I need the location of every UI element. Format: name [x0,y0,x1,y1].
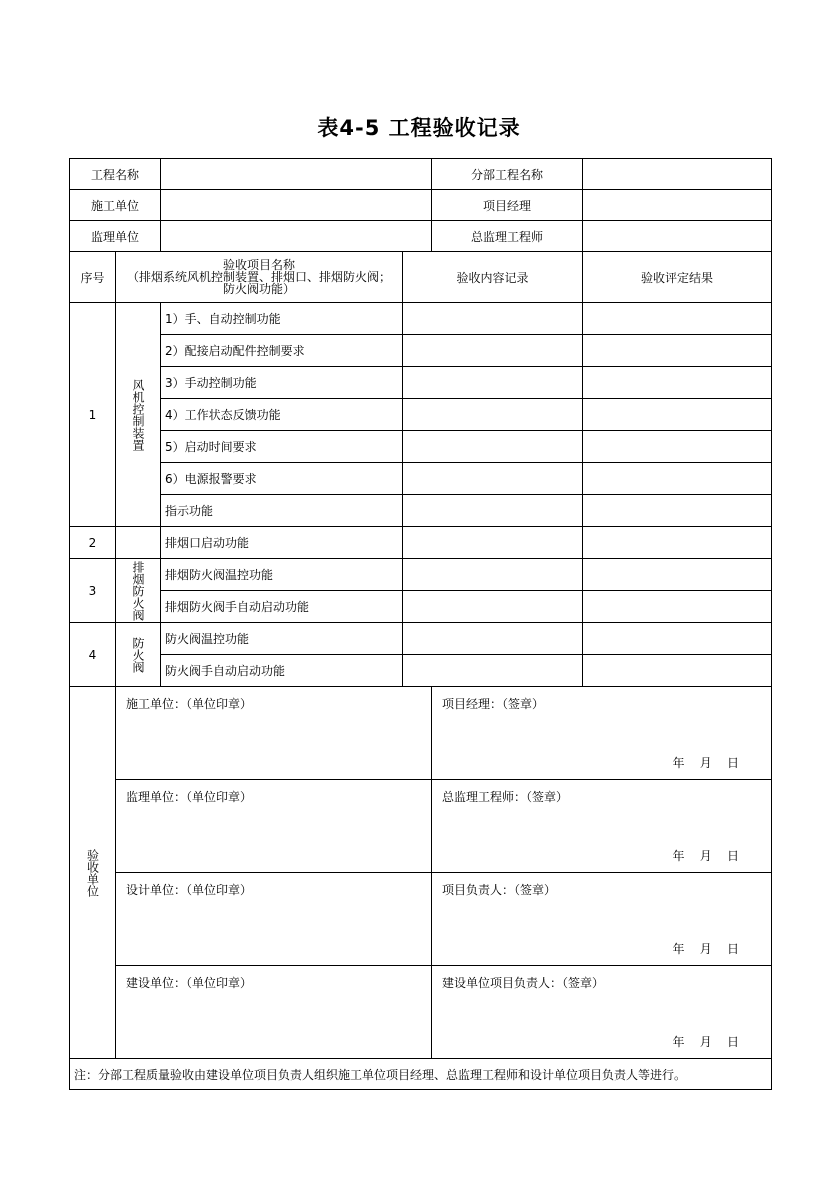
result-cell[interactable] [583,399,772,431]
page-title: 表4-5 工程验收记录 [317,116,521,140]
item-label: 3）手动控制功能 [161,367,403,399]
project-name-value[interactable] [161,159,432,190]
construction-unit-value[interactable] [161,190,432,221]
category-label: 防火阀 [131,636,145,673]
record-cell[interactable] [403,303,583,335]
record-cell[interactable] [403,399,583,431]
item-label: 排烟口启动功能 [161,527,403,559]
sub-project-label: 分部工程名称 [432,159,583,190]
category-cell [116,527,161,559]
table-row [70,559,772,591]
record-header: 验收内容记录 [403,252,583,303]
result-cell[interactable] [583,367,772,399]
result-cell[interactable] [583,463,772,495]
chief-engineer-value[interactable] [583,221,772,252]
signature-label: 建设单位项目负责人：（签章） [442,976,605,990]
item-label: 排烟防火阀手自动启动功能 [161,591,403,623]
table-row [70,591,772,623]
date-label: 年 月 日 [672,756,740,770]
project-manager-label: 项目经理 [432,190,583,221]
seq-cell: 1 [70,303,116,527]
construction-unit-label: 施工单位 [70,190,161,221]
item-label: 6）电源报警要求 [161,463,403,495]
category-label: 风机控制装置 [131,378,145,451]
acceptance-units-cell [70,687,116,1059]
table-row [70,431,772,463]
seal-cell[interactable] [116,780,432,873]
table-row [70,527,772,559]
record-cell[interactable] [403,367,583,399]
seal-cell[interactable] [116,966,432,1059]
category-cell [116,623,161,687]
signature-cell[interactable] [432,780,772,873]
item-label: 排烟防火阀温控功能 [161,559,403,591]
table-row [70,367,772,399]
item-label: 1）手、自动控制功能 [161,303,403,335]
date-label: 年 月 日 [672,942,740,956]
record-cell[interactable] [403,559,583,591]
result-cell[interactable] [583,623,772,655]
record-cell[interactable] [403,495,583,527]
result-header: 验收评定结果 [583,252,772,303]
seq-header: 序号 [70,252,116,303]
item-label: 5）启动时间要求 [161,431,403,463]
table-row [70,303,772,335]
result-cell[interactable] [583,591,772,623]
table-row [70,399,772,431]
table-row [70,335,772,367]
signature-cell[interactable] [432,687,772,780]
acceptance-row [70,687,772,780]
signature-cell[interactable] [432,966,772,1059]
info-row-construction [70,190,772,221]
acceptance-record-table [69,158,772,1090]
seq-cell: 2 [70,527,116,559]
signature-label: 项目经理：（签章） [442,697,545,711]
acceptance-row [70,966,772,1059]
project-manager-value[interactable] [583,190,772,221]
seq-cell: 3 [70,559,116,623]
acceptance-units-label: 验收单位 [85,848,100,897]
seal-cell[interactable] [116,873,432,966]
seal-label: 监理单位：（单位印章） [126,790,253,804]
sub-project-value[interactable] [583,159,772,190]
seal-label: 建设单位：（单位印章） [126,976,253,990]
item-label: 指示功能 [161,495,403,527]
record-cell[interactable] [403,335,583,367]
item-header-line1: 验收项目名称 [223,258,296,272]
result-cell[interactable] [583,655,772,687]
note-text: 注：分部工程质量验收由建设单位项目负责人组织施工单位项目经理、总监理工程师和设计单位项目负责人等进行。 [70,1059,772,1090]
supervision-unit-label: 监理单位 [70,221,161,252]
acceptance-row [70,780,772,873]
result-cell[interactable] [583,335,772,367]
item-label: 防火阀温控功能 [161,623,403,655]
table-row [70,463,772,495]
seal-cell[interactable] [116,687,432,780]
record-cell[interactable] [403,463,583,495]
item-label: 4）工作状态反馈功能 [161,399,403,431]
table-row [70,495,772,527]
seal-label: 设计单位：（单位印章） [126,883,253,897]
item-label: 2）配接启动配件控制要求 [161,335,403,367]
item-header-line2: （排烟系统风机控制装置、排烟口、排烟防火阀； [127,270,392,284]
record-cell[interactable] [403,655,583,687]
item-label: 防火阀手自动启动功能 [161,655,403,687]
signature-label: 总监理工程师：（签章） [442,790,569,804]
category-cell [116,303,161,527]
project-name-label: 工程名称 [70,159,161,190]
date-label: 年 月 日 [672,1035,740,1049]
item-name-header [116,252,403,303]
table-header-row [70,252,772,303]
item-header-line3: 防火阀功能） [223,282,296,296]
record-cell[interactable] [403,591,583,623]
note-row [70,1059,772,1090]
result-cell[interactable] [583,527,772,559]
table-row [70,655,772,687]
category-label: 排烟防火阀 [131,560,145,621]
seq-cell: 4 [70,623,116,687]
result-cell[interactable] [583,559,772,591]
result-cell[interactable] [583,303,772,335]
record-cell[interactable] [403,527,583,559]
signature-label: 项目负责人：（签章） [442,883,557,897]
seal-label: 施工单位：（单位印章） [126,697,253,711]
table-row [70,623,772,655]
acceptance-row [70,873,772,966]
signature-cell[interactable] [432,873,772,966]
record-cell[interactable] [403,431,583,463]
chief-engineer-label: 总监理工程师 [432,221,583,252]
record-cell[interactable] [403,623,583,655]
info-row-supervision [70,221,772,252]
result-cell[interactable] [583,495,772,527]
category-cell [116,559,161,623]
result-cell[interactable] [583,431,772,463]
date-label: 年 月 日 [672,849,740,863]
supervision-unit-value[interactable] [161,221,432,252]
info-row-project [70,159,772,190]
